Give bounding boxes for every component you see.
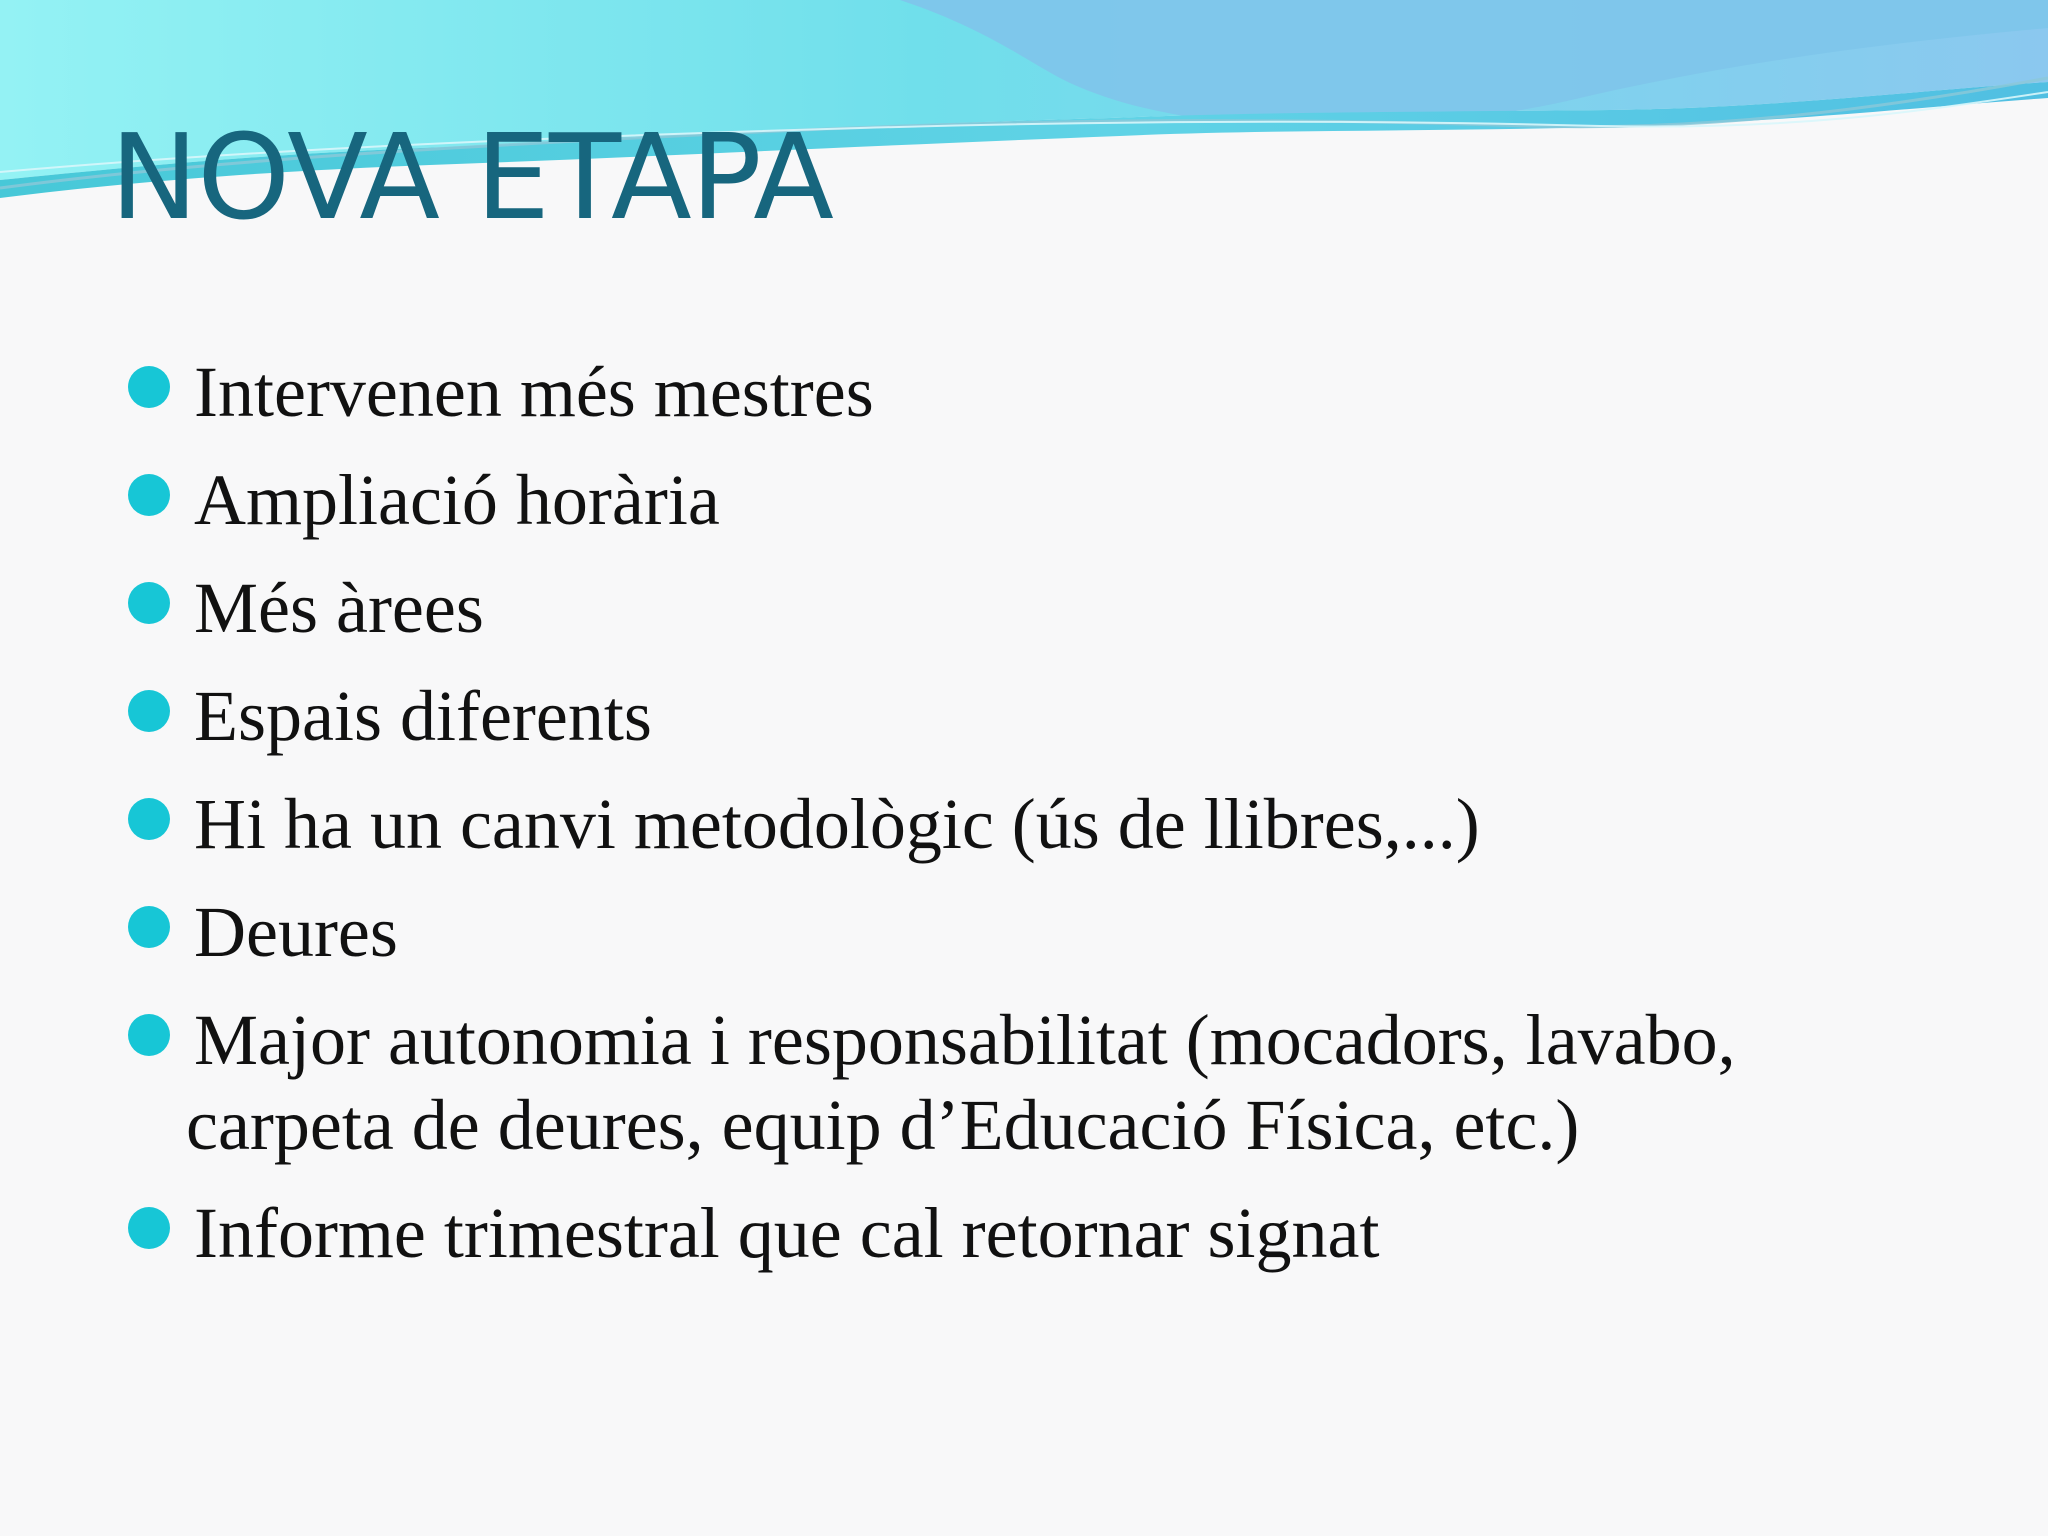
bullet-item (128, 458, 1988, 543)
bullet-icon (128, 1014, 170, 1056)
bullet-item (128, 674, 1988, 759)
bullet-item (128, 890, 1988, 975)
bullet-icon (128, 1207, 170, 1249)
bullet-item (128, 350, 1988, 435)
bullet-text: Ampliació horària (194, 460, 720, 540)
bullet-item (128, 782, 1988, 867)
slide-title: NOVA ETAPA (110, 108, 834, 246)
bullet-text: Intervenen més mestres (194, 352, 874, 432)
bullet-text (186, 998, 1988, 1168)
bullet-text: Més àrees (194, 568, 484, 648)
bullet-text: Informe trimestral que cal retornar signat (194, 1193, 1380, 1273)
bullet-icon (128, 582, 170, 624)
bullet-icon (128, 906, 170, 948)
bullet-line: carpeta de deures, equip d’Educació Física, etc.) (186, 1085, 1580, 1165)
bullet-text: Espais diferents (194, 676, 652, 756)
bullet-text: Hi ha un canvi metodològic (ús de llibres,...) (194, 784, 1480, 864)
bullet-item (128, 1191, 1988, 1276)
bullet-icon (128, 690, 170, 732)
bullet-line: Major autonomia i responsabilitat (mocadors, lavabo, (194, 1000, 1736, 1080)
bullet-icon (128, 366, 170, 408)
bullet-list (128, 350, 1988, 1299)
bullet-icon (128, 474, 170, 516)
bullet-text: Deures (194, 892, 398, 972)
bullet-icon (128, 798, 170, 840)
bullet-item (128, 998, 1988, 1168)
bullet-item (128, 566, 1988, 651)
